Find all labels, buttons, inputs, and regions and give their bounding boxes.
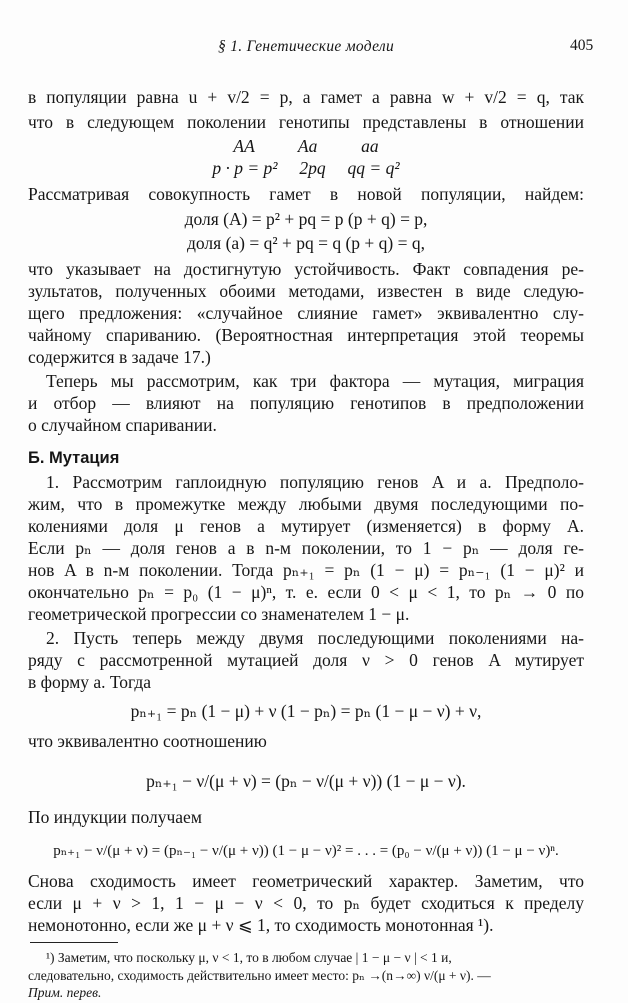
text-line: ряду с рассмотренной мутацией доля ν > 0 генов A мутирует: [28, 650, 584, 670]
text-line: 1. Рассмотрим гаплоидную популяцию генов A и a. Предполо-: [46, 472, 584, 492]
equation-equivalent: pₙ₊₁ − ν/(μ + ν) = (pₙ − ν/(μ + ν)) (1 − μ − ν).: [146, 771, 466, 791]
genotype-labels: AA Aa aa: [233, 136, 379, 156]
text-line: По индукции получаем: [28, 807, 202, 827]
text-line: о случайном спаривании.: [28, 415, 217, 435]
text-line: и отбор — влияют на популяцию генотипов в предположении: [28, 393, 584, 413]
text-line: в форму a. Тогда: [28, 672, 152, 692]
equation-share-A: доля (A) = p² + pq = p (p + q) = p,: [184, 209, 428, 229]
equation-recurrence: pₙ₊₁ = pₙ (1 − μ) + ν (1 − pₙ) = pₙ (1 − μ − ν) + ν,: [130, 701, 482, 721]
text-line: 2. Пусть теперь между двумя последующими поколениями на-: [46, 628, 584, 648]
text-line: зультатов, полученных обоими методами, известен в виде следую-: [28, 281, 584, 301]
footnote-rule: [30, 942, 118, 943]
running-title: § 1. Генетические модели: [217, 38, 395, 55]
genotype-proportions: p · p = p² 2pq qq = q²: [212, 158, 400, 178]
text-line: окончательно pₙ = p₀ (1 − μ)ⁿ, т. е. если 0 < μ < 1, то pₙ → 0 по: [28, 582, 584, 602]
footnote-line: ¹) Заметим, что поскольку μ, ν < 1, то в любом случае | 1 − μ − ν | < 1 и,: [46, 950, 452, 965]
text-line: Если pₙ — доля генов a в n-м поколении, то 1 − pₙ — доля ге-: [28, 538, 584, 558]
text-line: колениями доля μ генов a мутирует (изменяется) в форму A.: [28, 516, 584, 536]
text-line: чайному спариванию. (Вероятностная интерпретация этой теоремы: [28, 325, 584, 345]
text-line: содержится в задаче 17.): [28, 347, 211, 367]
text-line: в популяции равна u + v/2 = p, а гамет a равна w + v/2 = q, так: [28, 87, 584, 107]
text-line: что в следующем поколении генотипы представлены в отношении: [28, 112, 584, 132]
text-line: геометрической прогрессии со знаменателем 1 − μ.: [28, 604, 410, 624]
page-number: 405: [570, 37, 594, 54]
text-line: если μ + ν > 1, 1 − μ − ν < 0, то pₙ будет сходиться к пределу: [28, 893, 584, 913]
text-line: Снова сходимость имеет геометрический характер. Заметим, что: [28, 871, 584, 891]
text-line: Теперь мы рассмотрим, как три фактора — мутация, миграция: [46, 371, 584, 391]
footnote-line: следовательно, сходимость действительно имеет место: pₙ →(n→∞) ν/(μ + ν). —: [28, 968, 491, 983]
text-line: Рассматривая совокупность гамет в новой популяции, найдем:: [28, 184, 584, 204]
text-line: жим, что в промежутке между любыми двумя последующими по-: [28, 494, 584, 514]
text-line: немонотонно, если же μ + ν ⩽ 1, то сходимость монотонная ¹).: [28, 915, 494, 935]
text-line: что указывает на достигнутую устойчивость. Факт совпадения ре-: [28, 259, 584, 279]
text-line: щего предложения: «случайное слияние гамет» эквивалентно слу-: [28, 303, 584, 323]
text-line: что эквивалентно соотношению: [28, 731, 267, 751]
equation-induction: pₙ₊₁ − ν/(μ + ν) = (pₙ₋₁ − ν/(μ + ν)) (1 − μ − ν)² = . . . = (p₀ − ν/(μ + ν)) (1 − μ − ν)ⁿ.: [53, 843, 559, 859]
equation-share-a: доля (a) = q² + pq = q (p + q) = q,: [186, 233, 425, 253]
text-line: нов A в n-м поколении. Тогда pₙ₊₁ = pₙ (1 − μ) = pₙ₋₁ (1 − μ)² и: [28, 560, 584, 580]
footnote-translator-note: Прим. перев.: [28, 985, 102, 1000]
section-heading: Б. Мутация: [28, 449, 120, 467]
